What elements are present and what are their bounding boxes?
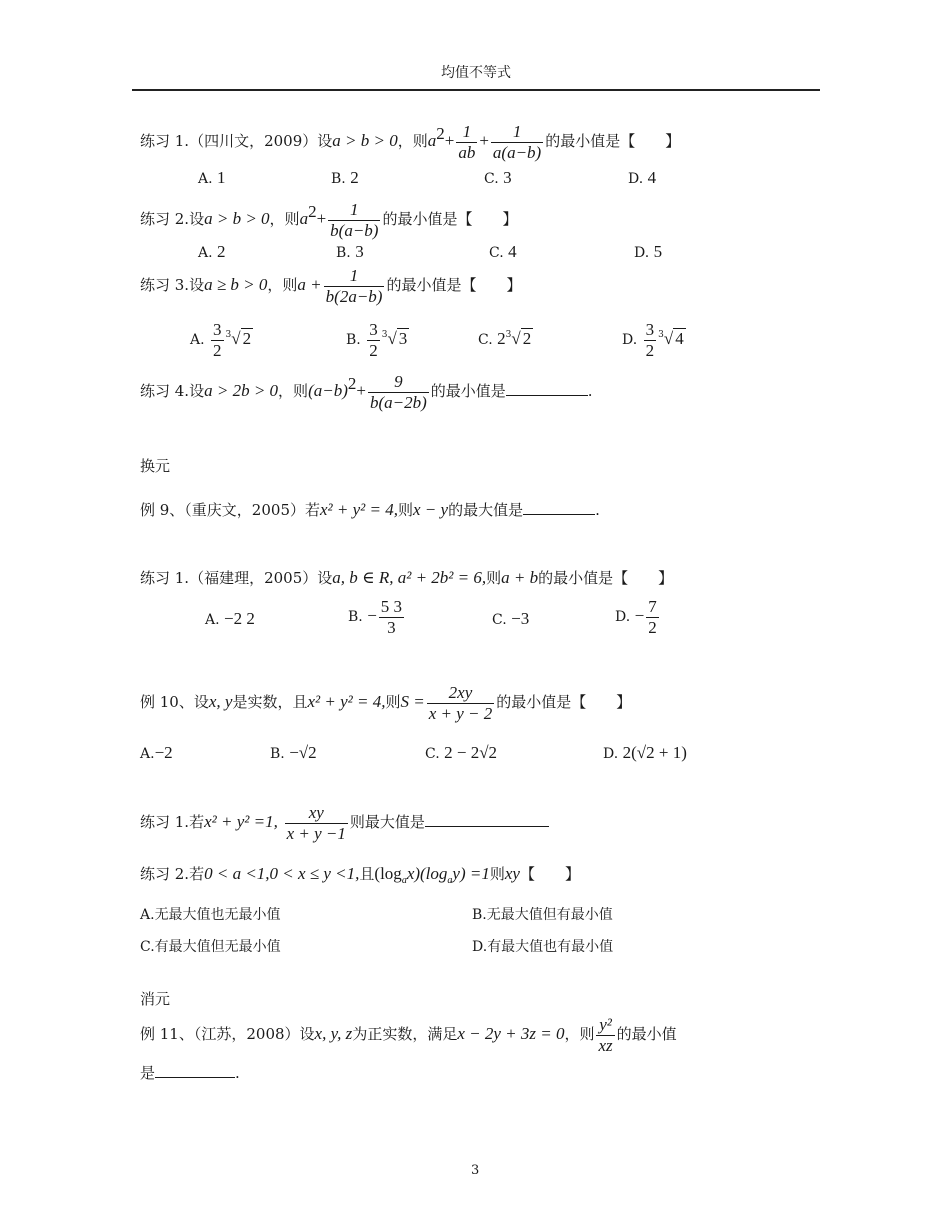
example-9-expr2: x − y	[413, 500, 449, 519]
exercise-1-tail: 的最小值是【 】	[545, 132, 681, 150]
exercise-2-fraction	[328, 200, 380, 241]
example-9-expr: x² + y² = 4,	[320, 500, 398, 519]
example-10-option-a: A.−2	[140, 743, 173, 762]
fraction-numerator: 1	[456, 122, 477, 143]
practice-expr: a, b ∈ R, a² + 2b² = 6,	[332, 568, 487, 587]
exercise-4-answer-blank[interactable]	[506, 381, 588, 396]
fraction-denominator: a(a−b)	[492, 142, 542, 162]
exercise-2-option-d: D. 5	[634, 242, 663, 261]
example-11-line-2: 是 .	[140, 1064, 240, 1082]
practice-2-option-b: B.无最大值但有最小值	[472, 907, 613, 923]
exercise-1: 练习 1.（四川文，2009）设a > b > 0，则$a^2+$ $\frac{1}{ab}$ + $\frac{1}{a(a-b)}$ 的最小值是【 】	[140, 121, 681, 162]
exercise-4-expr: (a−b)	[308, 381, 348, 400]
fraction-denominator: b(a−2b)	[369, 392, 427, 412]
example-9-answer-blank[interactable]	[523, 500, 595, 515]
example-11-fraction: $\frac{\text{y²}}{xz}$	[598, 1014, 613, 1055]
fraction-numerator: 1	[324, 266, 385, 287]
practice-2-option-d: D.有最大值也有最小值	[472, 939, 614, 955]
exercise-3-tail: 的最小值是【 】	[386, 276, 522, 294]
exercise-1-condition: a > b > 0	[332, 131, 398, 150]
exercise-4-label: 练习 4.设	[140, 382, 205, 400]
section-substitution-title: 换元	[140, 457, 171, 475]
exercise-1-option-b: B. 2	[331, 168, 359, 187]
exercise-3-option-a: A. $\frac{3}{2}$ $^3$√ 2	[190, 319, 252, 360]
exercise-1-label: 练习 1.（四川文，2009）设	[140, 132, 333, 150]
practice-1-answer-blank[interactable]	[425, 812, 549, 827]
fraction-denominator: ab	[458, 142, 476, 162]
exercise-3-fraction	[324, 266, 385, 307]
exercise-1-option-d: D. 4	[628, 168, 657, 187]
practice-2-option-c: C.有最大值但无最小值	[140, 939, 281, 955]
exercise-3-option-b: B. $\frac{3}{2}$ $^3$√ 3	[346, 319, 408, 360]
exercise-3-expr: a +	[297, 275, 322, 294]
example-10-option-c: C. 2 − 2√2	[425, 743, 498, 762]
example-9-practice-1: 练习 1.（福建理，2005）设a, b ∈ R, a² + 2b² = 6,则a + b的最小值是【 】	[140, 568, 674, 587]
example-10: 例 10、设x, y是实数，且x² + y² = 4,则S = $\frac{2xy}{x + y - 2}$ 的最小值是【 】	[140, 682, 632, 723]
fraction-numerator: 9	[368, 372, 429, 393]
example-11: 例 11、（江苏，2008）设x, y, z为正实数，满足x − 2y + 3z = 0，则 $\frac{\text{y²}}{xz}$ 的最小值	[140, 1014, 677, 1055]
exercise-1-fraction-2	[491, 122, 543, 163]
exercise-4-fraction	[368, 372, 429, 413]
fraction-numerator: 1	[491, 122, 543, 143]
exercise-4-then: ，则	[278, 382, 309, 400]
example-10-option-b: B. −√2	[270, 743, 317, 762]
exercise-2: 练习 2.设a > b > 0，则$a^2+$ $\frac{1}{b(a-b)}$ 的最小值是【 】	[140, 199, 518, 240]
exercise-1-expr-a: a	[427, 131, 437, 150]
exercise-2-condition: a > b > 0	[204, 209, 270, 228]
practice-1-option-b: B. − $\frac{5 3}{3}$	[348, 596, 403, 637]
exercise-3-then: ，则	[267, 276, 298, 294]
exercise-1-plus-1: +	[444, 131, 455, 150]
exercise-2-label: 练习 2.设	[140, 210, 205, 228]
exercise-2-then: ，则	[269, 210, 300, 228]
exercise-2-tail: 的最小值是【 】	[382, 210, 518, 228]
exercise-1-plus-2: +	[479, 131, 489, 150]
exercise-4: 练习 4.设a > 2b > 0，则$(a-b)^2+$ $\frac{9}{b(a-2b)}$ 的最小值是 .	[140, 371, 593, 412]
page-number: 3	[471, 1163, 480, 1178]
practice-2-option-a: A.无最大值也无最小值	[140, 907, 281, 923]
page-header-title: 均值不等式	[441, 65, 511, 81]
exercise-1-option-c: C. 3	[484, 168, 512, 187]
fraction-numerator: 1	[328, 200, 380, 221]
exercise-2-option-a: A. 2	[198, 242, 226, 261]
exercise-1-then: ，则	[397, 132, 428, 150]
exercise-3-option-d: D. $\frac{3}{2}$ $^3$√ 4	[622, 319, 684, 360]
exercise-3-label: 练习 3.设	[140, 276, 205, 294]
fraction-denominator: b(a−b)	[330, 220, 379, 240]
header-divider	[132, 89, 820, 91]
exercise-3	[140, 263, 521, 307]
exercise-1-option-a: A. 1	[198, 168, 226, 187]
example-10-practice-1: 练习 1.若x² + y² =1, $\frac{xy}{x + y -1}$ 则最大值是	[140, 800, 549, 844]
example-9-label: 例 9、（重庆文，2005）若	[140, 501, 320, 519]
practice-1-option-c: C. −3	[492, 609, 530, 628]
exercise-2-option-b: B. 3	[336, 242, 364, 261]
exercise-4-condition: a > 2b > 0	[204, 381, 279, 400]
exercise-3-condition: a ≥ b > 0	[204, 275, 268, 294]
example-11-answer-blank[interactable]	[155, 1063, 235, 1078]
exercise-1-fraction-1	[456, 122, 477, 163]
practice-1-option-a: A. −2 2	[205, 609, 255, 628]
exercise-4-tail: 的最小值是	[430, 382, 506, 400]
exercise-2-expr-a: a	[299, 209, 309, 228]
example-10-practice-2: 练习 2.若0 < a <1,0 < x ≤ y <1,且$(\log_ax)(\log_ay) =1$则xy【 】	[140, 864, 580, 886]
practice-1-option-d: D. − $\frac{7}{2}$	[615, 596, 657, 637]
exercise-3-option-c: C. $2^3√$ 2	[478, 329, 532, 348]
example-9: 例 9、（重庆文，2005）若x² + y² = 4,则x − y的最大值是 .	[140, 500, 600, 519]
example-10-option-d: D. 2(√2 + 1)	[603, 743, 687, 762]
fraction-denominator: b(2a−b)	[325, 286, 383, 306]
section-elimination-title: 消元	[140, 990, 171, 1008]
exercise-2-option-c: C. 4	[489, 242, 517, 261]
example-10-fraction: $\frac{2xy}{x + y - 2}$	[428, 682, 493, 723]
